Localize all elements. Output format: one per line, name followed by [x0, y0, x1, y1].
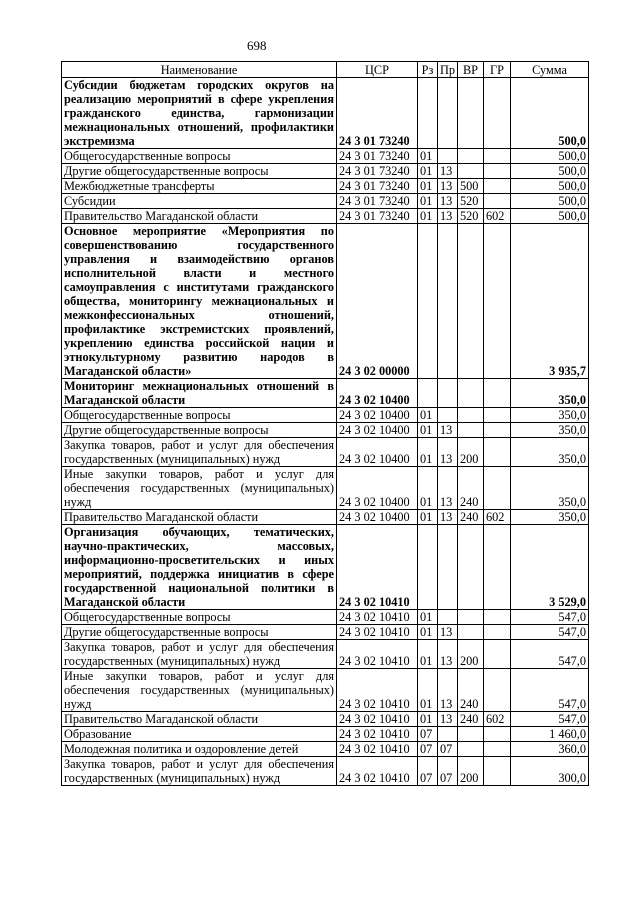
cell-sum: 3 529,0 — [511, 525, 589, 610]
cell-pr: 07 — [438, 757, 458, 786]
cell-csr: 24 3 01 73240 — [337, 78, 418, 149]
cell-vr: 520 — [458, 194, 484, 209]
cell-vr: 240 — [458, 510, 484, 525]
table-row — [62, 610, 589, 625]
cell-sum: 350,0 — [511, 467, 589, 510]
cell-csr: 24 3 02 10400 — [337, 408, 418, 423]
cell-pr: 13 — [438, 510, 458, 525]
cell-pr: 07 — [438, 742, 458, 757]
cell-name: Общегосударственные вопросы — [62, 408, 337, 423]
cell-csr: 24 3 01 73240 — [337, 149, 418, 164]
table-row — [62, 712, 589, 727]
cell-vr: 200 — [458, 438, 484, 467]
cell-vr — [458, 149, 484, 164]
cell-csr: 24 3 02 10400 — [337, 423, 418, 438]
cell-name: Организация обучающих, тематических, научно-практических, массовых, информационно-просветительских и иных мероприятий, поддержка инициатив в сфере государственной национальной политики в Магаданской области — [62, 525, 337, 610]
table-row — [62, 727, 589, 742]
cell-gr — [484, 149, 511, 164]
cell-rz: 01 — [418, 640, 438, 669]
cell-rz — [418, 78, 438, 149]
cell-vr — [458, 164, 484, 179]
cell-pr: 13 — [438, 194, 458, 209]
table-row — [62, 78, 589, 149]
cell-rz — [418, 224, 438, 379]
table-row — [62, 379, 589, 408]
cell-name: Межбюджетные трансферты — [62, 179, 337, 194]
cell-sum: 1 460,0 — [511, 727, 589, 742]
cell-csr: 24 3 02 10410 — [337, 610, 418, 625]
table-row — [62, 149, 589, 164]
table-row — [62, 625, 589, 640]
cell-vr: 200 — [458, 640, 484, 669]
cell-gr: 602 — [484, 510, 511, 525]
cell-sum: 350,0 — [511, 408, 589, 423]
cell-gr — [484, 610, 511, 625]
cell-name: Другие общегосударственные вопросы — [62, 625, 337, 640]
header-vr: ВР — [458, 62, 484, 78]
cell-name: Субсидии бюджетам городских округов на реализацию мероприятий в сфере укрепления гражданского единства, гармонизации межнациональных отношений, профилактики экстремизма — [62, 78, 337, 149]
cell-sum: 547,0 — [511, 712, 589, 727]
cell-rz: 01 — [418, 164, 438, 179]
cell-csr: 24 3 02 10400 — [337, 438, 418, 467]
table-row — [62, 525, 589, 610]
cell-gr — [484, 727, 511, 742]
cell-vr: 200 — [458, 757, 484, 786]
table-row — [62, 510, 589, 525]
cell-name: Другие общегосударственные вопросы — [62, 423, 337, 438]
cell-rz: 01 — [418, 209, 438, 224]
cell-sum: 500,0 — [511, 209, 589, 224]
cell-vr — [458, 525, 484, 610]
cell-vr: 240 — [458, 669, 484, 712]
cell-gr — [484, 423, 511, 438]
table-body — [62, 78, 589, 786]
cell-vr: 240 — [458, 467, 484, 510]
cell-rz: 07 — [418, 757, 438, 786]
cell-sum: 300,0 — [511, 757, 589, 786]
cell-csr: 24 3 02 10410 — [337, 669, 418, 712]
cell-pr: 13 — [438, 438, 458, 467]
table-row — [62, 467, 589, 510]
cell-csr: 24 3 02 10410 — [337, 727, 418, 742]
cell-sum: 547,0 — [511, 625, 589, 640]
cell-vr — [458, 625, 484, 640]
table-row — [62, 194, 589, 209]
cell-vr — [458, 224, 484, 379]
cell-vr — [458, 742, 484, 757]
cell-name: Другие общегосударственные вопросы — [62, 164, 337, 179]
table-row — [62, 209, 589, 224]
table-row — [62, 423, 589, 438]
cell-gr — [484, 467, 511, 510]
cell-gr: 602 — [484, 209, 511, 224]
cell-sum: 350,0 — [511, 423, 589, 438]
cell-pr — [438, 149, 458, 164]
cell-rz: 07 — [418, 727, 438, 742]
cell-rz: 01 — [418, 669, 438, 712]
table-row — [62, 224, 589, 379]
cell-pr — [438, 78, 458, 149]
cell-vr — [458, 78, 484, 149]
cell-gr — [484, 757, 511, 786]
cell-pr: 13 — [438, 669, 458, 712]
cell-pr — [438, 525, 458, 610]
cell-name: Общегосударственные вопросы — [62, 149, 337, 164]
cell-rz — [418, 525, 438, 610]
cell-sum: 500,0 — [511, 194, 589, 209]
header-name: Наименование — [62, 62, 337, 78]
cell-name: Иные закупки товаров, работ и услуг для обеспечения государственных (муниципальных) нужд — [62, 669, 337, 712]
cell-sum: 350,0 — [511, 510, 589, 525]
header-csr: ЦСР — [337, 62, 418, 78]
cell-pr: 13 — [438, 179, 458, 194]
cell-name: Правительство Магаданской области — [62, 510, 337, 525]
cell-rz: 01 — [418, 510, 438, 525]
cell-vr — [458, 423, 484, 438]
cell-gr — [484, 164, 511, 179]
cell-csr: 24 3 02 10410 — [337, 525, 418, 610]
cell-pr — [438, 610, 458, 625]
cell-gr — [484, 625, 511, 640]
cell-vr: 520 — [458, 209, 484, 224]
cell-sum: 500,0 — [511, 179, 589, 194]
cell-csr: 24 3 02 10400 — [337, 379, 418, 408]
budget-table — [61, 61, 589, 786]
cell-rz: 01 — [418, 610, 438, 625]
header-gr: ГР — [484, 62, 511, 78]
cell-csr: 24 3 01 73240 — [337, 209, 418, 224]
cell-pr: 13 — [438, 640, 458, 669]
cell-sum: 547,0 — [511, 610, 589, 625]
cell-gr — [484, 525, 511, 610]
cell-gr — [484, 438, 511, 467]
cell-csr: 24 3 02 10400 — [337, 467, 418, 510]
header-pr: Пр — [438, 62, 458, 78]
cell-rz: 01 — [418, 194, 438, 209]
cell-csr: 24 3 02 00000 — [337, 224, 418, 379]
cell-name: Правительство Магаданской области — [62, 209, 337, 224]
cell-csr: 24 3 02 10410 — [337, 625, 418, 640]
cell-vr — [458, 408, 484, 423]
cell-pr: 13 — [438, 423, 458, 438]
cell-rz: 01 — [418, 408, 438, 423]
cell-gr: 602 — [484, 712, 511, 727]
cell-sum: 500,0 — [511, 164, 589, 179]
cell-sum: 350,0 — [511, 379, 589, 408]
cell-name: Закупка товаров, работ и услуг для обеспечения государственных (муниципальных) нужд — [62, 438, 337, 467]
cell-rz: 01 — [418, 423, 438, 438]
cell-pr — [438, 727, 458, 742]
cell-pr — [438, 408, 458, 423]
cell-name: Мониторинг межнациональных отношений в Магаданской области — [62, 379, 337, 408]
cell-gr — [484, 640, 511, 669]
cell-name: Молодежная политика и оздоровление детей — [62, 742, 337, 757]
cell-vr: 240 — [458, 712, 484, 727]
cell-csr: 24 3 01 73240 — [337, 179, 418, 194]
cell-sum: 3 935,7 — [511, 224, 589, 379]
cell-sum: 500,0 — [511, 149, 589, 164]
table-row — [62, 669, 589, 712]
table-row — [62, 640, 589, 669]
cell-csr: 24 3 01 73240 — [337, 194, 418, 209]
cell-rz: 01 — [418, 438, 438, 467]
cell-sum: 500,0 — [511, 78, 589, 149]
cell-pr — [438, 224, 458, 379]
cell-pr: 13 — [438, 625, 458, 640]
cell-gr — [484, 224, 511, 379]
cell-pr: 13 — [438, 712, 458, 727]
cell-vr: 500 — [458, 179, 484, 194]
cell-gr — [484, 194, 511, 209]
table-header-row — [62, 62, 589, 78]
cell-name: Основное мероприятие «Мероприятия по совершенствованию государственного управления и взаимодействию органов исполнительной власти и местного самоуправления с институтами гражданского общества, мониторингу межнациональных и межконфессиональных отношений, профилактике экстремистских проявлений, укреплению единства российской нации и этнокультурному развитию народов в Магаданской области» — [62, 224, 337, 379]
table-row — [62, 438, 589, 467]
cell-vr — [458, 379, 484, 408]
cell-sum: 547,0 — [511, 669, 589, 712]
cell-gr — [484, 669, 511, 712]
cell-rz: 01 — [418, 179, 438, 194]
cell-name: Закупка товаров, работ и услуг для обеспечения государственных (муниципальных) нужд — [62, 640, 337, 669]
cell-pr: 13 — [438, 467, 458, 510]
cell-rz: 01 — [418, 467, 438, 510]
cell-rz: 01 — [418, 149, 438, 164]
cell-rz: 01 — [418, 625, 438, 640]
cell-csr: 24 3 02 10410 — [337, 742, 418, 757]
cell-rz — [418, 379, 438, 408]
cell-gr — [484, 742, 511, 757]
cell-sum: 547,0 — [511, 640, 589, 669]
cell-rz: 07 — [418, 742, 438, 757]
cell-gr — [484, 78, 511, 149]
cell-gr — [484, 379, 511, 408]
table-row — [62, 164, 589, 179]
cell-csr: 24 3 01 73240 — [337, 164, 418, 179]
cell-sum: 360,0 — [511, 742, 589, 757]
cell-pr — [438, 379, 458, 408]
page-number: 698 — [247, 38, 267, 53]
cell-name: Образование — [62, 727, 337, 742]
cell-name: Правительство Магаданской области — [62, 712, 337, 727]
header-sum: Сумма — [511, 62, 589, 78]
cell-csr: 24 3 02 10410 — [337, 712, 418, 727]
cell-rz: 01 — [418, 712, 438, 727]
cell-csr: 24 3 02 10410 — [337, 640, 418, 669]
cell-name: Субсидии — [62, 194, 337, 209]
table-row — [62, 757, 589, 786]
cell-gr — [484, 408, 511, 423]
cell-pr: 13 — [438, 209, 458, 224]
cell-name: Общегосударственные вопросы — [62, 610, 337, 625]
cell-name: Закупка товаров, работ и услуг для обеспечения государственных (муниципальных) нужд — [62, 757, 337, 786]
cell-csr: 24 3 02 10410 — [337, 757, 418, 786]
cell-vr — [458, 727, 484, 742]
cell-pr: 13 — [438, 164, 458, 179]
cell-name: Иные закупки товаров, работ и услуг для обеспечения государственных (муниципальных) нужд — [62, 467, 337, 510]
table-row — [62, 179, 589, 194]
table-row — [62, 742, 589, 757]
cell-gr — [484, 179, 511, 194]
table-row — [62, 408, 589, 423]
cell-vr — [458, 610, 484, 625]
header-rz: Рз — [418, 62, 438, 78]
cell-sum: 350,0 — [511, 438, 589, 467]
cell-csr: 24 3 02 10400 — [337, 510, 418, 525]
